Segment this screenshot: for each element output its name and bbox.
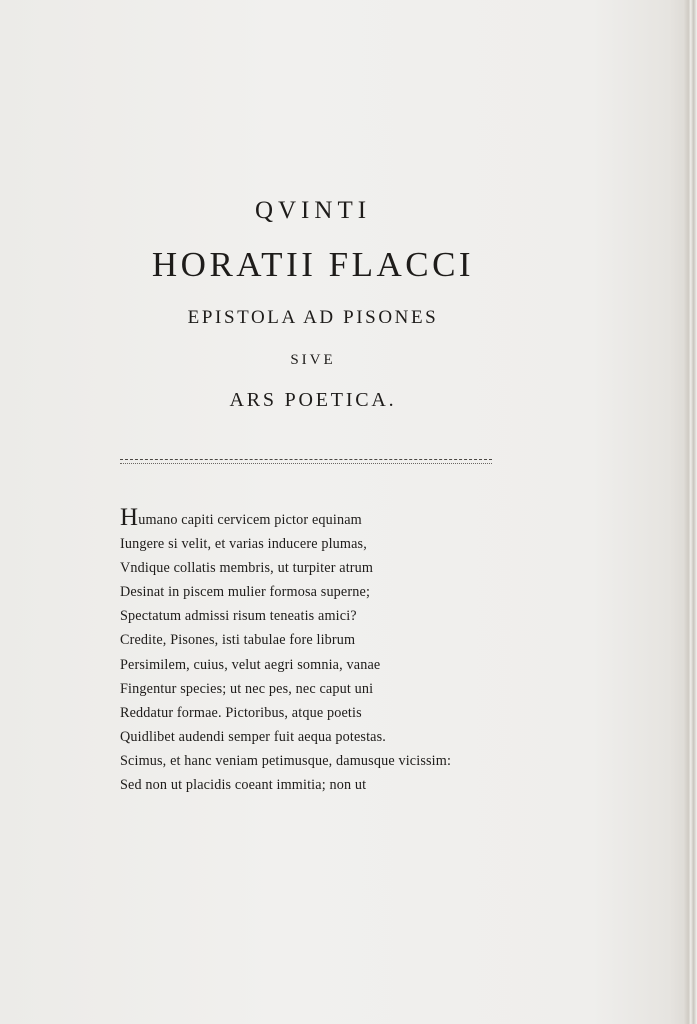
- verse-line: Vndique collatis membris, ut turpiter atrum: [120, 560, 374, 577]
- verse-line: Iungere si velit, et varias inducere plumas,: [120, 536, 367, 553]
- verse-line: [120, 504, 490, 532]
- poem-text: [120, 504, 490, 797]
- page-edge: [683, 0, 697, 1024]
- verse-line: Fingentur species; ut nec pes, nec caput uni: [120, 680, 374, 697]
- title-line-horatii-flacci: HORATII FLACCI: [151, 245, 475, 284]
- title-line-epistola: EPISTOLA AD PISONES: [187, 307, 439, 328]
- ornamental-rule-lower: [120, 463, 492, 464]
- title-block: [118, 192, 508, 415]
- verse-line: Quidlibet audendi semper fuit aequa potestas.: [120, 728, 386, 745]
- title-line-sive: SIVE: [290, 352, 336, 368]
- verse-line: Sed non ut placidis coeant immitia; non ut: [120, 777, 367, 794]
- ornamental-rule: [120, 459, 492, 460]
- verse-line: Reddatur formae. Pictoribus, atque poetis: [120, 704, 362, 721]
- title-line-ars-poetica: ARS POETICA.: [229, 389, 397, 411]
- verse-line: Desinat in piscem mulier formosa superne;: [120, 584, 371, 601]
- title-line-quinti: QVINTI: [254, 197, 372, 224]
- verse-line: Persimilem, cuius, velut aegri somnia, vanae: [120, 656, 381, 673]
- verse-line-text: umano capiti cervicem pictor equinam: [138, 512, 362, 528]
- verse-line: Spectatum admissi risum teneatis amici?: [120, 608, 357, 625]
- verse-line: Scimus, et hanc veniam petimusque, damusque vicissim:: [120, 752, 452, 769]
- initial-letter: H: [120, 504, 139, 531]
- verse-line: Credite, Pisones, isti tabulae fore librum: [120, 632, 356, 649]
